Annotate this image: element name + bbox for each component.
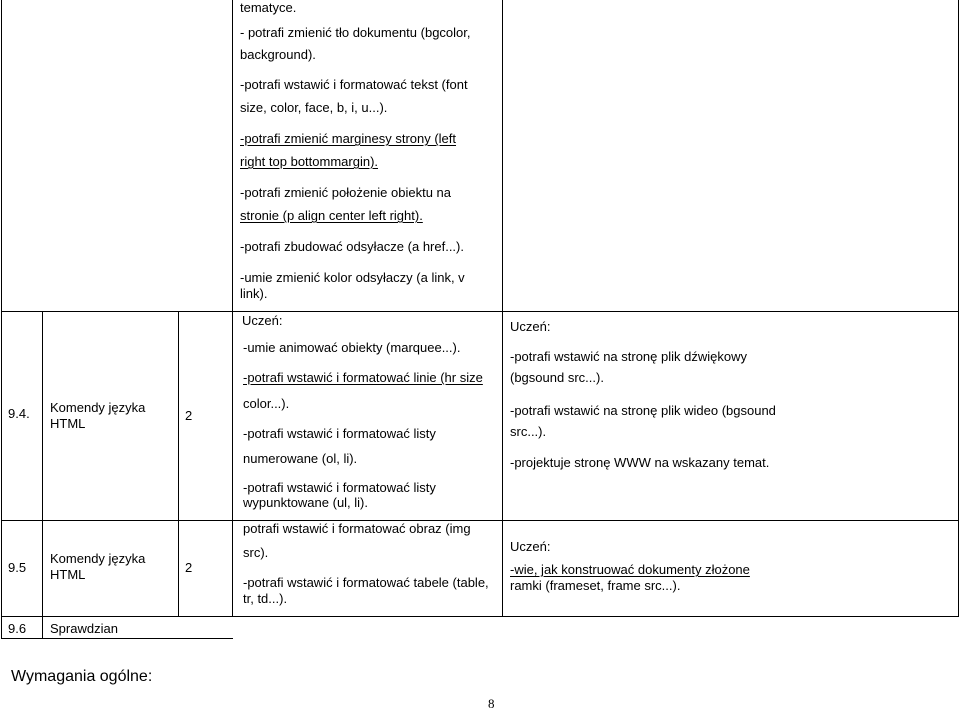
text-line: -potrafi wstawić i formatować tekst (font xyxy=(240,77,468,92)
text-line: wypunktowane (ul, li). xyxy=(243,495,368,510)
text-line: -potrafi zmienić położenie obiektu na xyxy=(240,185,452,200)
text-line: (bgsound src...). xyxy=(510,370,604,385)
text-line: -umie zmienić kolor odsyłaczy (a link, v xyxy=(240,270,465,285)
text-line: -potrafi zmienić marginesy strony (left xyxy=(240,131,457,146)
row-topic: HTML xyxy=(50,567,86,582)
extended-requirements-header: Uczeń: xyxy=(510,539,551,554)
text-line: numerowane (ol, li). xyxy=(243,451,358,466)
text-line: color...). xyxy=(243,396,290,411)
text-line: stronie (p align center left right). xyxy=(240,208,423,223)
text-line: right top bottommargin). xyxy=(240,154,379,169)
text-line: potrafi wstawić i formatować obraz (img xyxy=(243,521,471,536)
text-line: tr, td...). xyxy=(243,591,288,606)
basic-requirements-header: Uczeń: xyxy=(242,313,283,328)
table-row-divider-1 xyxy=(1,311,959,312)
text-line: -potrafi wstawić na stronę plik wideo (bgsound xyxy=(510,403,776,418)
table-border-right xyxy=(958,0,959,616)
table-col-divider-3 xyxy=(232,0,233,616)
text-line: tematyce. xyxy=(240,0,297,15)
row-topic: Komendy języka xyxy=(50,551,146,566)
text-line: -potrafi wstawić i formatować linie (hr size xyxy=(243,370,483,385)
table-row-divider-2 xyxy=(1,520,959,521)
text-line: - potrafi zmienić tło dokumentu (bgcolor, xyxy=(240,25,471,40)
text-line: -projektuje stronę WWW na wskazany temat. xyxy=(510,455,770,470)
row-number: 9.4. xyxy=(8,406,30,421)
extended-requirements-header: Uczeń: xyxy=(510,319,551,334)
text-line: -potrafi wstawić na stronę plik dźwiękowy xyxy=(510,349,747,364)
row-hours: 2 xyxy=(185,560,193,575)
text-line: size, color, face, b, i, u...). xyxy=(240,100,388,115)
table-border-left xyxy=(1,0,2,639)
text-line: -potrafi zbudować odsyłacze (a href...). xyxy=(240,239,464,254)
section-heading: Wymagania ogólne: xyxy=(11,668,153,685)
text-line: -wie, jak konstruować dokumenty złożone xyxy=(510,562,750,577)
table-col-divider-4 xyxy=(502,0,503,616)
row-topic: Sprawdzian xyxy=(50,621,118,636)
table-col-divider-1 xyxy=(42,311,43,639)
table-row-divider-3 xyxy=(1,616,959,617)
row-number: 9.6 xyxy=(8,621,27,636)
text-line: src). xyxy=(243,545,269,560)
row-hours: 2 xyxy=(185,408,193,423)
text-line: link). xyxy=(240,286,268,301)
text-line: -potrafi wstawić i formatować listy xyxy=(243,426,436,441)
row-topic: Komendy języka xyxy=(50,400,146,415)
row-topic: HTML xyxy=(50,416,86,431)
table-col-divider-2 xyxy=(178,311,179,616)
text-line: src...). xyxy=(510,424,547,439)
text-line: -umie animować obiekty (marquee...). xyxy=(243,340,461,355)
text-line: -potrafi wstawić i formatować tabele (table, xyxy=(243,575,489,590)
text-line: -potrafi wstawić i formatować listy xyxy=(243,480,436,495)
text-line: ramki (frameset, frame src...). xyxy=(510,578,681,593)
text-line: background). xyxy=(240,47,316,62)
row-number: 9.5 xyxy=(8,560,27,575)
page-number: 8 xyxy=(488,696,495,711)
table-border-bottom xyxy=(1,638,233,639)
